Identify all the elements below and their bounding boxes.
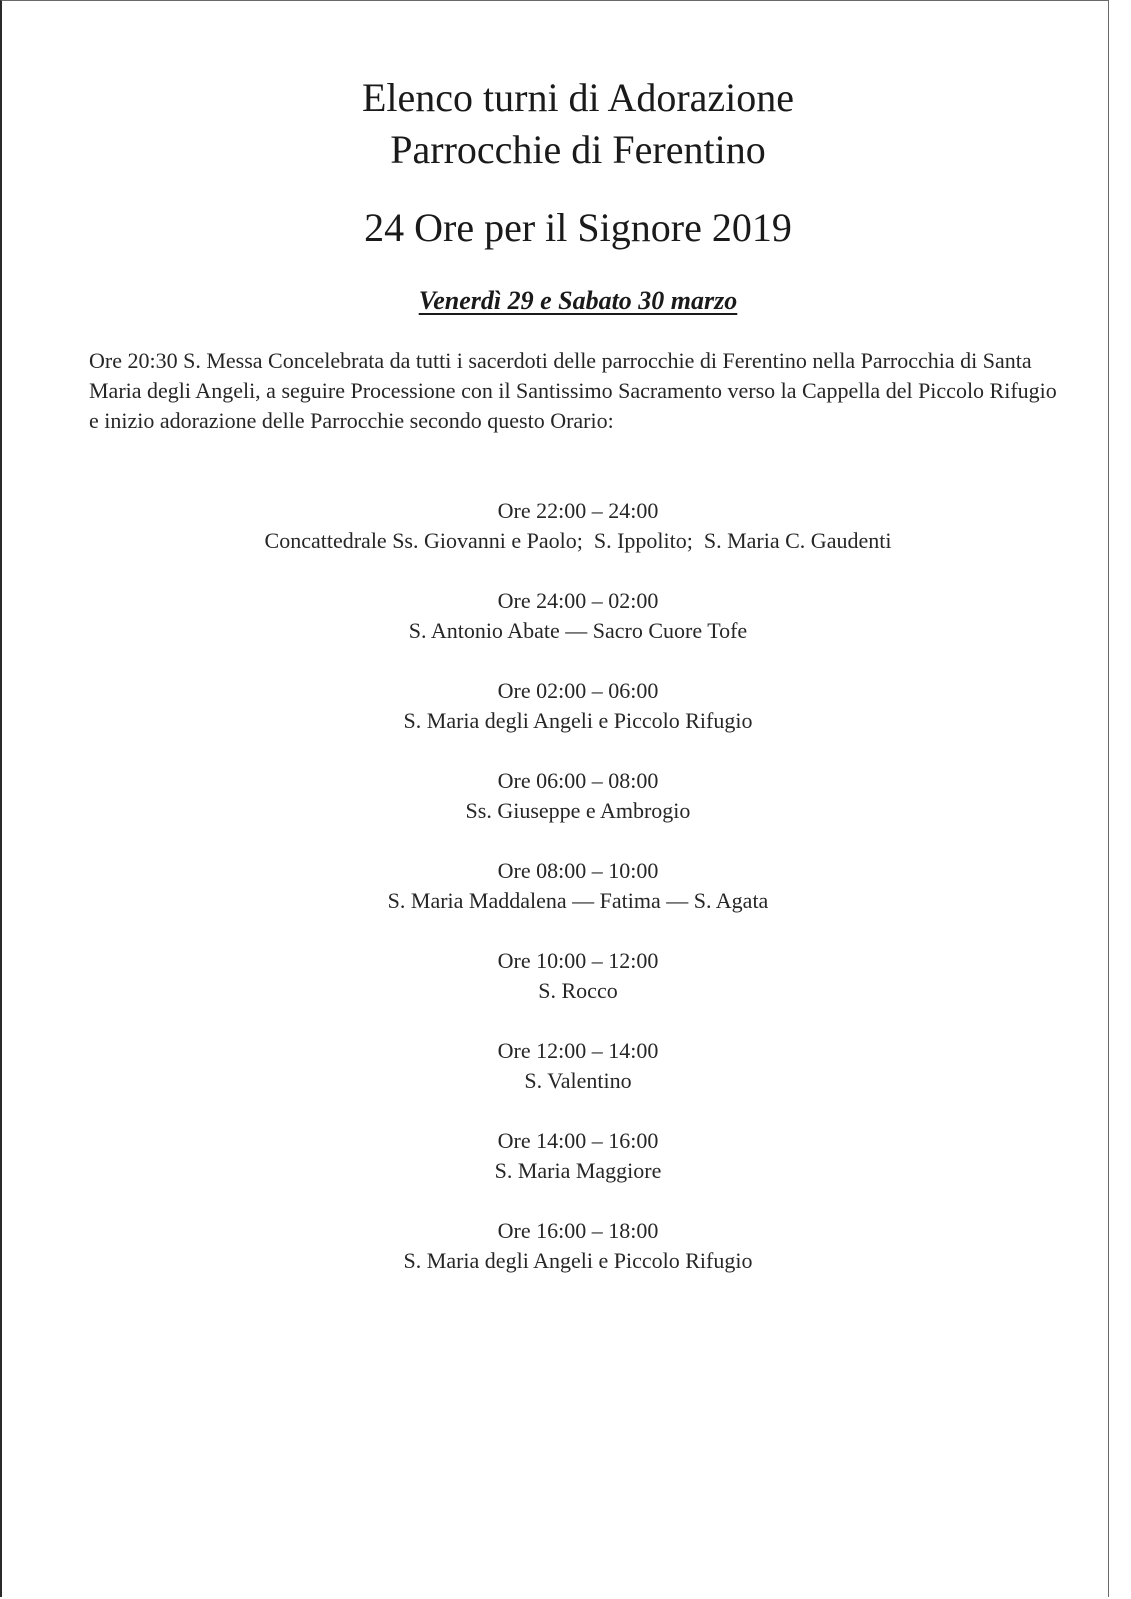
slot-parishes: S. Rocco bbox=[538, 978, 618, 1003]
intro-paragraph: Ore 20:30 S. Messa Concelebrata da tutti i sacerdoti delle parrocchie di Ferentino nella Parrocchia di Santa Maria degli Angeli, a seguire Processione con il Santissimo Sacramento verso la Cappella del Piccolo Rifugio e inizio adorazione delle Parrocchie secondo questo Orario: bbox=[89, 348, 1057, 433]
schedule-slot bbox=[0, 946, 1131, 1036]
schedule-slot bbox=[0, 766, 1131, 856]
slot-time: Ore 14:00 – 16:00 bbox=[497, 1128, 659, 1153]
schedule-list bbox=[0, 496, 1131, 1306]
slot-parishes: S. Valentino bbox=[524, 1068, 632, 1093]
slot-time: Ore 16:00 – 18:00 bbox=[497, 1218, 659, 1243]
schedule-slot bbox=[0, 856, 1131, 946]
slot-time: Ore 12:00 – 14:00 bbox=[497, 1038, 659, 1063]
slot-parishes: S. Maria Maddalena — Fatima — S. Agata bbox=[387, 888, 769, 913]
schedule-slot bbox=[0, 496, 1131, 586]
slot-parishes: Concattedrale Ss. Giovanni e Paolo; S. Ippolito; S. Maria C. Gaudenti bbox=[264, 528, 892, 553]
schedule-slot bbox=[0, 1126, 1131, 1216]
schedule-slot bbox=[0, 1036, 1131, 1126]
document-subtitle: Parrocchie di Ferentino bbox=[390, 127, 766, 172]
slot-time: Ore 06:00 – 08:00 bbox=[497, 768, 659, 793]
event-title: 24 Ore per il Signore 2019 bbox=[364, 205, 792, 250]
slot-time: Ore 02:00 – 06:00 bbox=[497, 678, 659, 703]
slot-time: Ore 22:00 – 24:00 bbox=[497, 498, 659, 523]
slot-parishes: S. Antonio Abate — Sacro Cuore Tofe bbox=[408, 618, 748, 643]
schedule-slot bbox=[0, 586, 1131, 676]
slot-parishes: Ss. Giuseppe e Ambrogio bbox=[465, 798, 691, 823]
slot-time: Ore 10:00 – 12:00 bbox=[497, 948, 659, 973]
slot-parishes: S. Maria degli Angeli e Piccolo Rifugio bbox=[403, 1248, 753, 1273]
slot-time: Ore 24:00 – 02:00 bbox=[497, 588, 659, 613]
event-dates: Venerdì 29 e Sabato 30 marzo bbox=[418, 286, 738, 315]
slot-parishes: S. Maria Maggiore bbox=[494, 1158, 662, 1183]
slot-time: Ore 08:00 – 10:00 bbox=[497, 858, 659, 883]
schedule-slot bbox=[0, 676, 1131, 766]
slot-parishes: S. Maria degli Angeli e Piccolo Rifugio bbox=[403, 708, 753, 733]
schedule-slot bbox=[0, 1216, 1131, 1306]
document-title: Elenco turni di Adorazione bbox=[361, 75, 795, 120]
